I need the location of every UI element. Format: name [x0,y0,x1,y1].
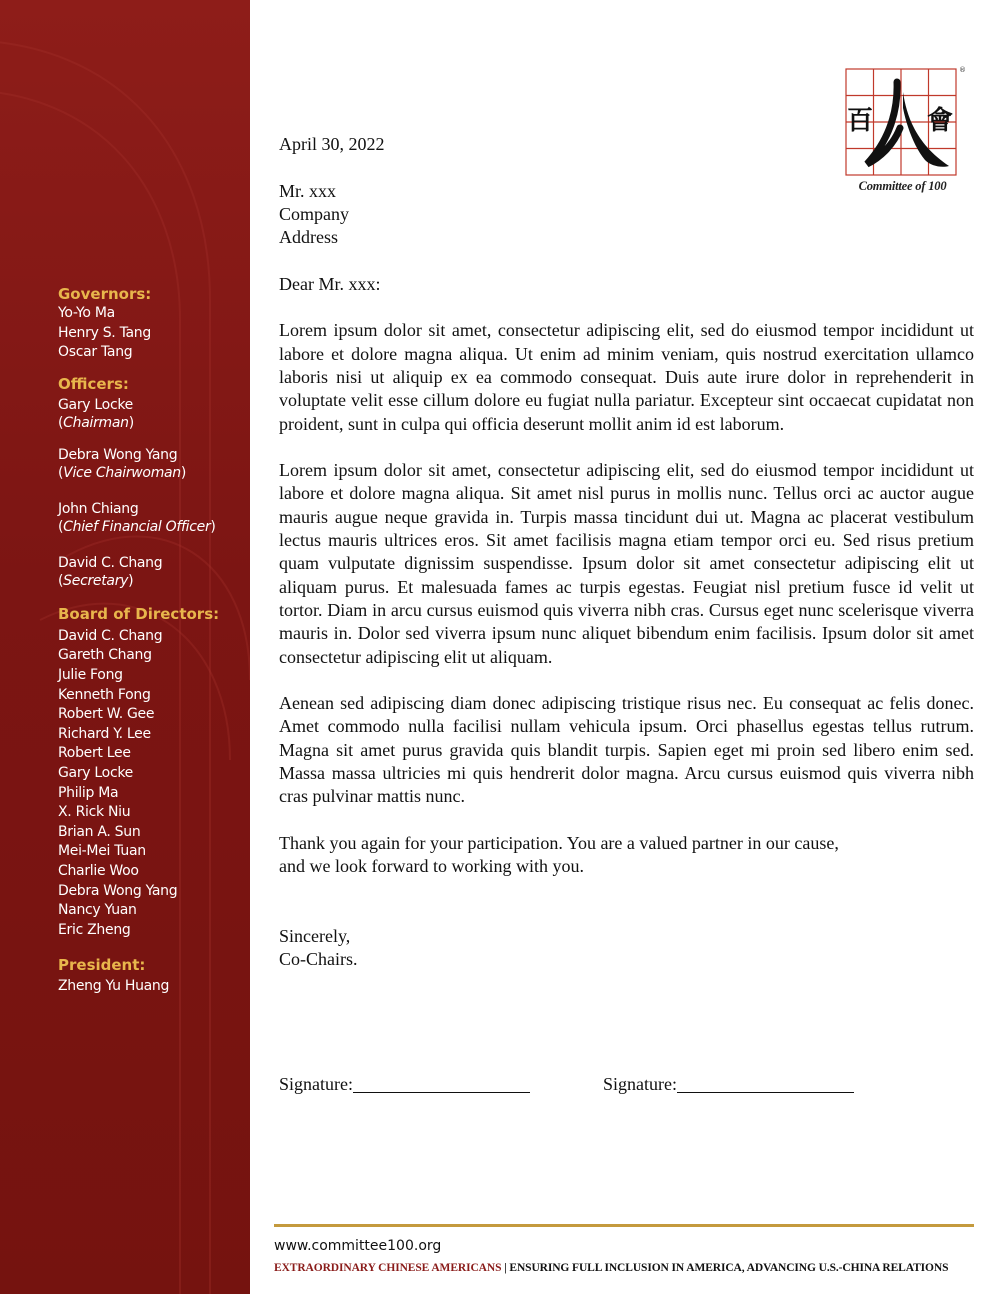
thanks-line: and we look forward to working with you. [279,856,584,877]
officer-role-close: ) [180,464,187,481]
signature-line[interactable] [353,1074,530,1093]
officer-role-close: ) [128,414,134,431]
officer-role-title: Secretary [63,572,129,589]
officer-role-open: ( [58,464,64,481]
officer-role-close: ) [210,518,216,535]
board-member: Debra Wong Yang [58,882,178,899]
governors-heading: Governors: [58,285,152,303]
officer-entry [58,446,248,482]
board-member: Kenneth Fong [58,686,151,703]
officer-role [58,414,248,432]
officer-role-title: Chief Financial Officer [63,518,211,535]
tagline-rest: ENSURING FULL INCLUSION IN AMERICA, ADVANCING U.S.-CHINA RELATIONS [509,1262,949,1274]
recipient-block [279,180,974,250]
board-member: Gary Locke [58,764,133,781]
board-group [58,604,248,941]
roster [58,284,248,1008]
salutation: Dear Mr. xxx: [279,273,381,294]
letter-body [279,133,974,994]
logo-char-right: 會 [927,106,954,136]
recipient-address: Address [279,227,338,248]
board-member: Charlie Woo [58,862,139,879]
registered-mark: ® [959,66,966,74]
board-member: X. Rick Niu [58,804,131,821]
thanks-line: Thank you again for your participation. You are a valued partner in our cause, [279,832,839,853]
board-member: Eric Zheng [58,921,131,938]
officer-role-close: ) [128,572,134,589]
board-member: Brian A. Sun [58,823,141,840]
signature-label: Signature: [279,1074,353,1094]
closing-signoff: Co-Chairs. [279,948,358,969]
governor-name: Henry S. Tang [58,324,151,341]
officer-name: Debra Wong Yang [58,446,178,463]
board-member: Philip Ma [58,784,119,801]
board-member: Richard Y. Lee [58,725,151,742]
signature-label: Signature: [603,1074,677,1094]
board-member: Robert Lee [58,745,131,762]
officer-role [58,572,248,590]
signature-field-right[interactable] [603,1074,854,1095]
officer-role-open: ( [58,572,64,589]
board-member: Robert W. Gee [58,706,155,723]
tagline-separator: | [501,1262,510,1274]
footer-rule [274,1224,974,1227]
board-member: Gareth Chang [58,647,152,664]
logo-caption: Committee of 100 [858,179,947,193]
officer-role-title: Vice Chairwoman [63,464,181,481]
letter-paragraphs [279,319,974,808]
signature-field-left[interactable] [279,1074,530,1095]
officer-name: David C. Chang [58,554,163,571]
sidebar [0,0,250,1294]
officer-name: John Chiang [58,500,139,517]
officer-role-open: ( [58,518,64,535]
president-heading: President: [58,956,146,975]
board-member: Julie Fong [58,666,123,683]
board-member: Nancy Yuan [58,902,137,919]
thanks-paragraph [279,832,974,879]
board-heading: Board of Directors: [58,604,220,623]
footer-website-link[interactable]: www.committee100.org [274,1238,442,1254]
governor-name: Yo-Yo Ma [58,305,115,321]
tagline-accent: EXTRAORDINARY CHINESE AMERICANS [274,1262,502,1274]
governor-name: Oscar Tang [58,344,133,361]
footer-tagline [274,1262,948,1274]
president-group [58,955,248,997]
governors-group [58,284,248,363]
officer-role-open: ( [58,414,64,431]
board-member: Mei-Mei Tuan [58,843,146,860]
letter-date: April 30, 2022 [279,134,385,154]
recipient-company: Company [279,203,349,224]
officer-entry [58,554,248,590]
officer-role [58,464,248,482]
paragraph: Lorem ipsum dolor sit amet, consectetur adipiscing elit, sed do eiusmod tempor incididunt ut labore et dolore magna aliqua. Sit amet nisl purus in mollis nunc. Tellus orci ac auctor augue mauris augue neque gravida in. Turpis massa tincidunt dui ut. Magna ac placerat vestibulum lectus mauris ultrices eros. Sit amet facilisis magna etiam tempor orci eu. Sed risus pretium quam vulputate dignissim suspendisse. Ipsum dolor sit amet consectetur adipiscing elit ut aliquam purus. Et malesuada fames ac turpis egestas. Feugiat nisl pretium fusce id velit ut tortor. Diam in arcu cursus euismod quis viverra nibh cras. Cursus eget nunc scelerisque viverra mauris in. Dolor sed viverra ipsum nunc aliquet bibendum enim facilisis. Ipsum dolor sit amet consectetur adipiscing elit ut aliquam. [279,460,974,667]
paragraph: Lorem ipsum dolor sit amet, consectetur adipiscing elit, sed do eiusmod tempor incididunt ut labore et dolore magna aliqua. Ut enim ad minim veniam, quis nostrud exercitation ullamco laboris nisi ut aliquip ex ea commodo consequat. Duis aute irure dolor in reprehenderit in voluptate velit esse cillum dolore eu fugiat nulla pariatur. Excepteur sint occaecat cupidatat non proident, sunt in culpa qui officia deserunt mollit anim id est laborum. [279,320,974,434]
closing-block [279,925,974,972]
officer-role-title: Chairman [63,414,129,431]
signature-line[interactable] [677,1074,854,1093]
logo-char-left: 百 [847,106,874,136]
officer-role [58,518,248,536]
officers-group [58,374,248,590]
officer-name: Gary Locke [58,396,133,413]
officer-entry [58,396,248,432]
recipient-name: Mr. xxx [279,180,337,201]
board-member: David C. Chang [58,627,163,644]
closing-line: Sincerely, [279,925,351,946]
paragraph: Aenean sed adipiscing diam donec adipiscing tristique risus nec. Eu consequat ac felis donec. Amet commodo nulla facilisi nullam vehicula ipsum. Orci phasellus egestas tellus rutrum. Magna sit amet purus gravida quis blandit turpis. Sapien eget mi proin sed libero enim sed. Massa massa ultricies mi quis hendrerit dolor magna. Arcu cursus euismod quis viverra nibh cras pulvinar mattis nunc. [279,693,974,807]
president-name: Zheng Yu Huang [58,978,170,995]
officer-entry [58,500,248,536]
officers-heading: Officers: [58,374,129,393]
